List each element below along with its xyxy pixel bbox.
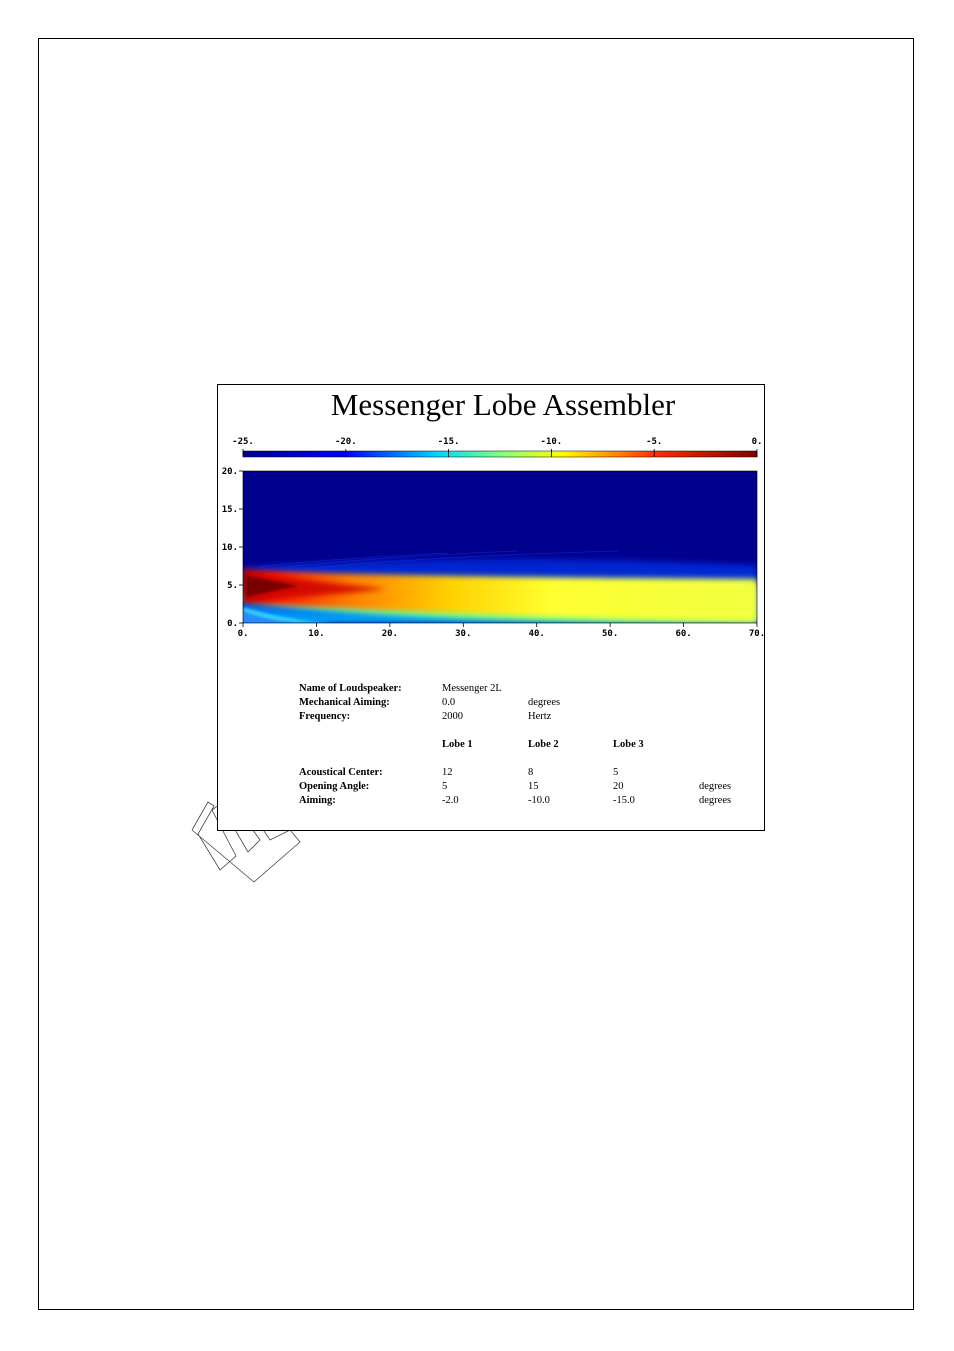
y-tick-label: 10.	[221, 543, 238, 553]
x-tick-label: 10.	[308, 629, 325, 639]
chart-figure	[217, 384, 765, 831]
y-tick-label: 15.	[221, 505, 238, 515]
y-tick-label: 20.	[221, 467, 238, 477]
info-label: Frequency:	[299, 711, 351, 722]
y-tick-label: 0.	[227, 619, 238, 629]
colorbar-tick-label: -20.	[334, 437, 357, 447]
lobe-unit: degrees	[699, 795, 732, 806]
lobe-header: Lobe 3	[613, 739, 644, 750]
info-value: 2000	[442, 711, 463, 722]
colorbar	[243, 451, 757, 457]
lobe-value: 5	[442, 781, 448, 792]
info-value: 0.0	[442, 697, 456, 708]
lobe-unit: degrees	[699, 781, 732, 792]
lobe-header: Lobe 1	[442, 739, 473, 750]
x-axis-ticks	[238, 623, 766, 639]
chart-svg	[218, 385, 766, 832]
x-tick-label: 20.	[381, 629, 398, 639]
y-tick-label: 5.	[227, 581, 238, 591]
heatmap-area	[243, 471, 757, 623]
lobe-value: -10.0	[528, 795, 550, 806]
lobe-value: 15	[528, 781, 539, 792]
info-label: Name of Loudspeaker:	[299, 683, 402, 694]
lobe-value: 8	[528, 767, 534, 778]
x-tick-label: 50.	[602, 629, 619, 639]
lobe-value: 12	[442, 767, 453, 778]
y-axis-ticks	[222, 467, 243, 629]
colorbar-tick-label: -25.	[232, 437, 254, 447]
lobe-row-label: Opening Angle:	[299, 781, 370, 792]
x-tick-label: 40.	[528, 629, 545, 639]
x-tick-label: 30.	[455, 629, 472, 639]
lobe-value: 5	[613, 767, 619, 778]
x-tick-label: 60.	[675, 629, 692, 639]
chart-title: Messenger Lobe Assembler	[330, 387, 676, 422]
x-tick-label: 0.	[237, 629, 249, 639]
lobe-row-label: Acoustical Center:	[299, 767, 383, 778]
info-unit: degrees	[528, 697, 561, 708]
lobe-header: Lobe 2	[528, 739, 559, 750]
colorbar-tick-label: 0.	[751, 437, 763, 447]
colorbar-tick-label: -15.	[437, 437, 460, 447]
colorbar-tick-label: -5.	[646, 437, 663, 447]
lobe-value: 20	[613, 781, 624, 792]
info-unit: Hertz	[528, 711, 552, 722]
lobe-row-label: Aiming:	[299, 795, 336, 806]
colorbar-tick-label: -10.	[540, 437, 563, 447]
x-tick-label: 70.	[748, 629, 766, 639]
lobe-value: -15.0	[613, 795, 635, 806]
lobe-value: -2.0	[442, 795, 459, 806]
info-label: Mechanical Aiming:	[299, 697, 390, 708]
info-value: Messenger 2L	[442, 683, 502, 694]
